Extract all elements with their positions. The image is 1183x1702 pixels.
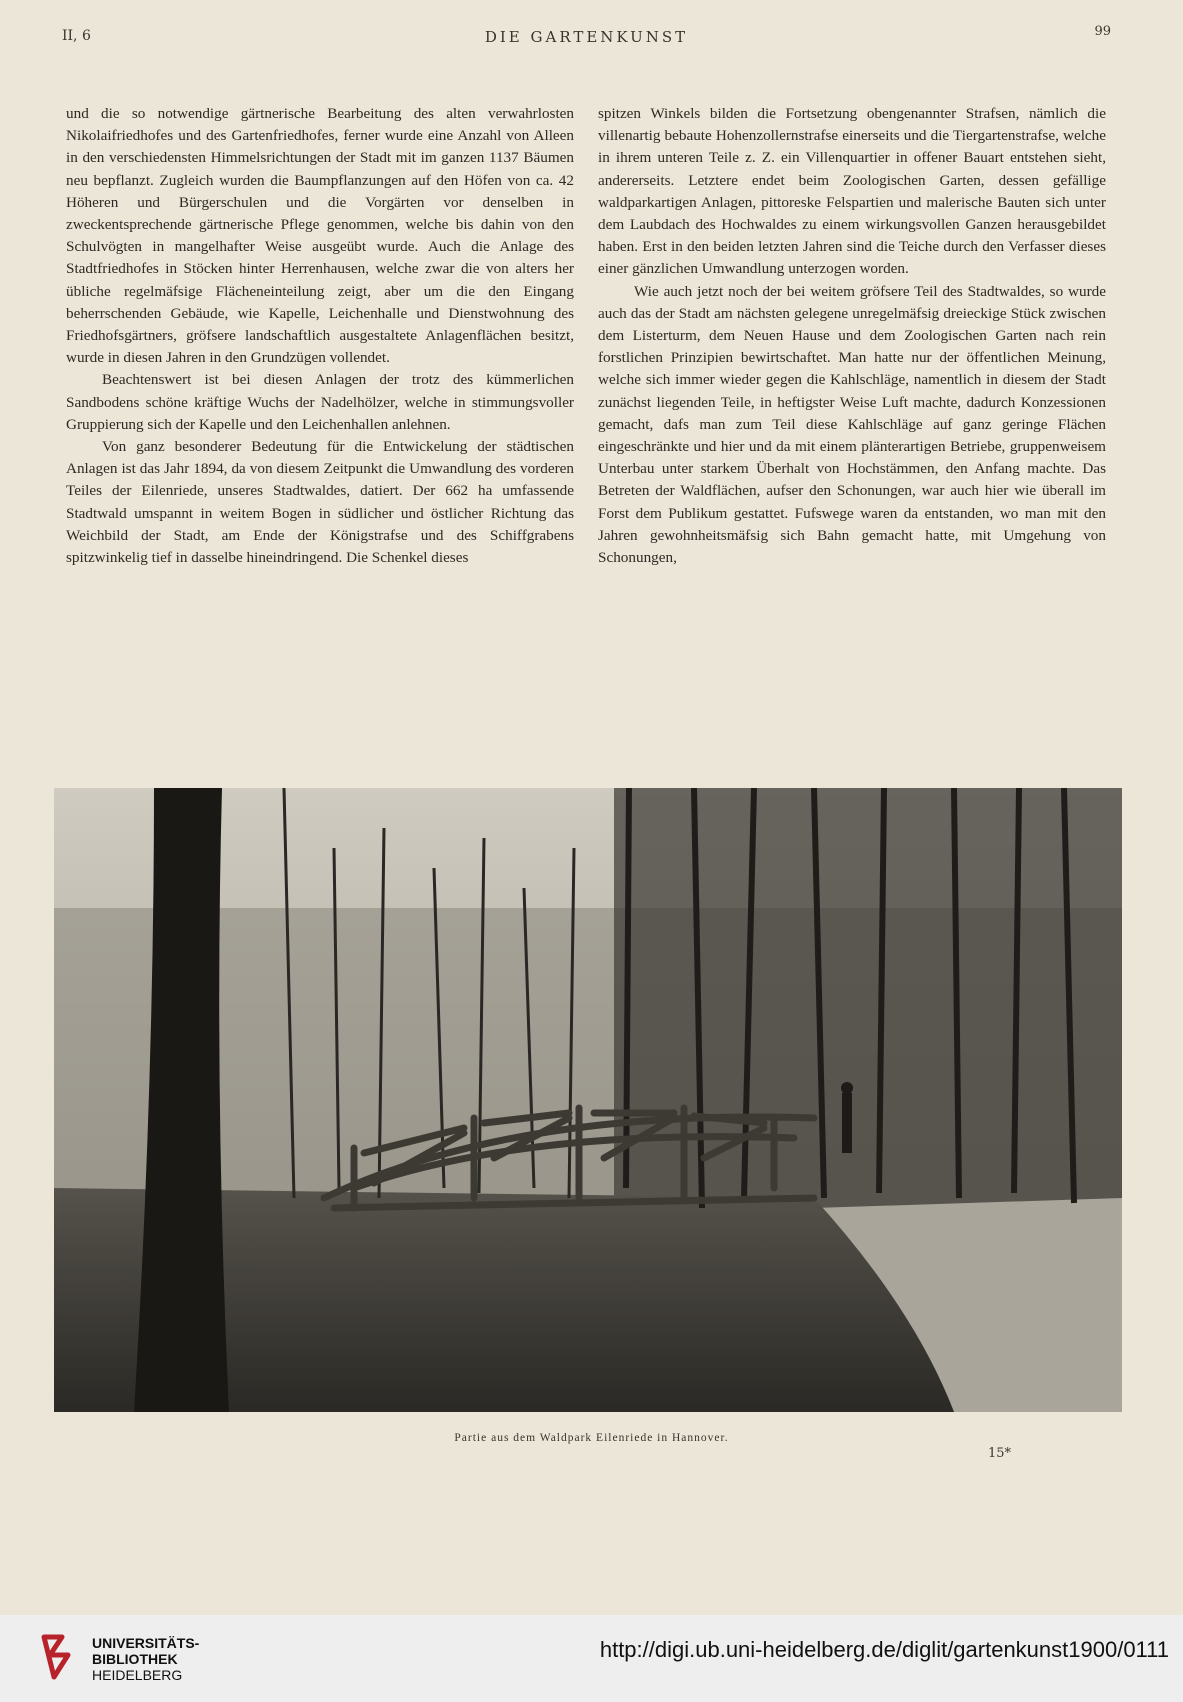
- paragraph: Von ganz besonderer Bedeutung für die Entwickelung der städtischen Anlagen ist das Jahr 1894, da von diesem Zeitpunkt die Umwandlung des vorderen Teiles der Eilenriede, unseres Stadtwaldes, datiert. Der 662 ha umfassende Stadtwald umspannt in weitem Bogen in südlicher und östlicher Richtung das Weichbild der Stadt, am Ende der Königstrafse und des Schiffgrabens spitzwinkelig tief in dasselbe hineindringend. Die Schenkel dieses: [66, 438, 574, 567]
- figure-caption: Partie aus dem Waldpark Eilenriede in Hannover.: [454, 1432, 729, 1444]
- signature-mark: 15*: [988, 1446, 1012, 1461]
- paragraph: Wie auch jetzt noch der bei weitem gröfsere Teil des Stadtwaldes, so wurde auch das der Stadt am nächsten gelegene unregelmäfsig dreieckige Stück zwischen dem Listerturm, dem Neuen Hause und dem Zoologischen Garten nach rein forstlichen Prinzipien bewirtschaftet. Man hatte nur der öffentlichen Meinung, welche sich immer wieder gegen die Kahlschläge, namentlich in diesem der Stadt zunächst liegenden Teile, in heftigster Weise Luft machte, dadurch Konzessionen gemacht, dafs man zum Teil diese Kahlschläge auf ganz geringe Flächen eingeschränkte und hier und da mit einem plänterartigen Betriebe, gruppenweisem Unterbau unter starkem Überhalt von Hochstämmen, den Anfang machte. Das Betreten der Waldflächen, aufser den Schonungen, war auch hier wie überall im Forst dem Publikum gestattet. Fufswege waren da entstanden, wo man mit den Jahren gewohnheitsmäfsig sich Bahn gemacht hatte, mit Umgehung von Schonungen,: [598, 282, 1106, 567]
- paragraph: spitzen Winkels bilden die Fortsetzung obengenannter Strafsen, nämlich die villenartig bebaute Hohenzollernstrafse einerseits und die Tiergartenstrafse, welche in ihrem unteren Teile z. Z. ein Villenquartier in offener Bauart entstehen sieht, andererseits. Letztere endet beim Zoologischen Garten, dessen gefällige waldparkartigen Anlagen, pittoreske Felspartien und malerische Bauten sich unter dem Laubdach des Hochwaldes zu einem wirkungsvollen Ganzen herausgebildet haben. Erst in den beiden letzten Jahren sind die Teiche durch den Verfasser dieses einer gänzlichen Umwandlung unterzogen worden.: [598, 105, 1106, 278]
- library-name: [92, 1635, 199, 1683]
- library-footer: [0, 1615, 1183, 1702]
- journal-title: DIE GARTENKUNST: [484, 28, 689, 46]
- library-name-line1: UNIVERSITÄTS-: [92, 1635, 200, 1651]
- paragraph: Beachtenswert ist bei diesen Anlagen der trotz des kümmerlichen Sandbodens schöne kräftige Wuchs der Nadelhölzer, welche in stimmungsvoller Gruppierung sich der Kapelle und den Leichenhallen anlehnen.: [66, 371, 574, 433]
- university-logo-icon: [40, 1631, 84, 1685]
- right-column: [598, 103, 1106, 569]
- page-number: 99: [1094, 24, 1111, 39]
- forest-bridge-illustration: [54, 788, 1122, 1412]
- volume-issue: II, 6: [62, 28, 91, 44]
- library-name-line2: BIBLIOTHEK: [92, 1651, 178, 1667]
- left-column: [66, 103, 574, 569]
- library-name-line3: HEIDELBERG: [92, 1667, 183, 1683]
- paragraph: und die so notwendige gärtnerische Bearbeitung des alten verwahrlosten Nikolaifriedhofes und des Gartenfriedhofes, ferner wurde eine Anzahl von Alleen in den verschiedensten Himmelsrichtungen der Stadt mit im ganzen 1137 Bäumen neu bepflanzt. Zugleich wurden die Baumpflanzungen auf den Höfen von ca. 42 Höheren und Bürgerschulen und die Vorgärten vor denselben in zweckentsprechende gärtnerische Pflege genommen, welche bis dahin von den Schulvögten in mangelhafter Weise ausgeübt wurde. Auch die Anlage des Stadtfriedhofes in Stöcken hinter Herrenhausen, welche zwar die von alters her übliche regelmäfsige Flächeneinteilung zeigt, aber um die den Eingang beherrschenden Gebäude, wie Kapelle, Leichenhalle und Dienstwohnung des Friedhofsgärtners, gröfsere landschaftlich ausgestaltete Anlagenflächen besitzt, wurde in diesen Jahren in den Grundzügen vollendet.: [66, 105, 574, 367]
- running-header: [62, 24, 1111, 48]
- photo-forest-bridge: [54, 788, 1122, 1412]
- permalink-url[interactable]: http://digi.ub.uni-heidelberg.de/diglit/gartenkunst1900/0111: [599, 1637, 1169, 1662]
